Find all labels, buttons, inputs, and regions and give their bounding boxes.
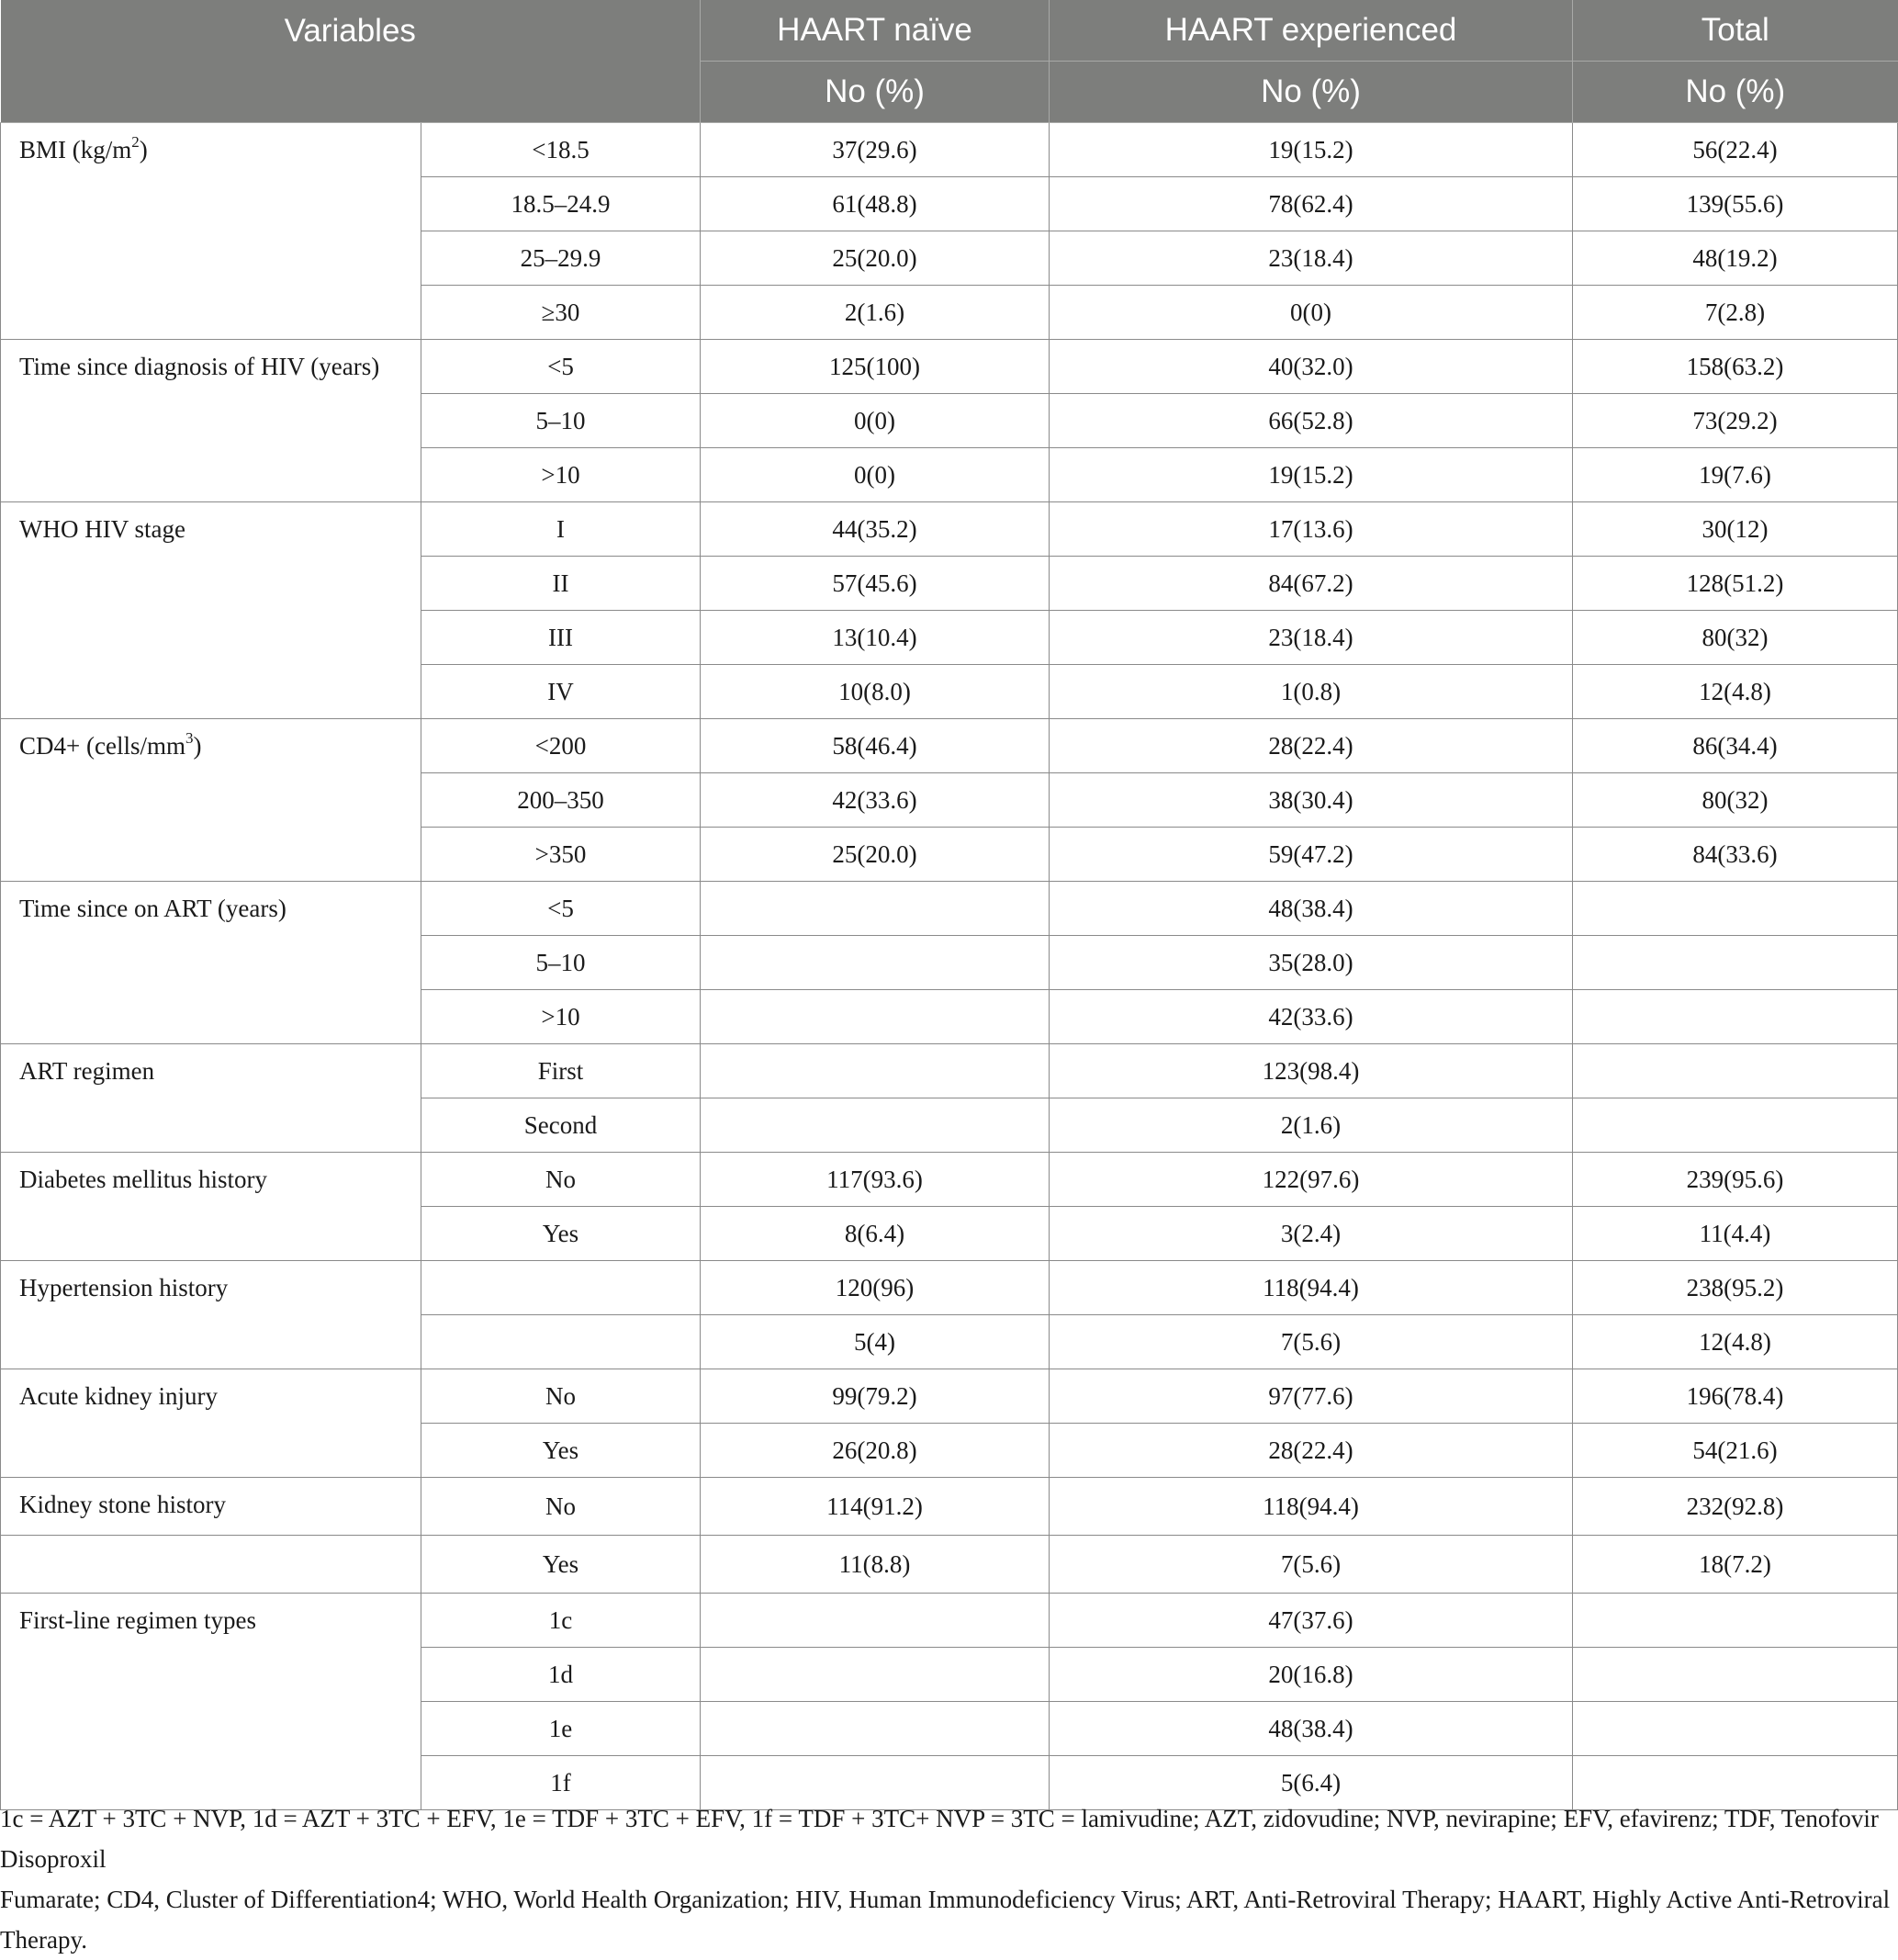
haart-naive-cell: 57(45.6): [701, 557, 1050, 611]
total-cell: 128(51.2): [1573, 557, 1898, 611]
category-cell: III: [421, 611, 701, 665]
table-row: [1, 1261, 1898, 1315]
footnote-line-1: 1c = AZT + 3TC + NVP, 1d = AZT + 3TC + EFV, 1e = TDF + 3TC + EFV, 1f = TDF + 3TC+ NVP = 3TC = lamivudine; AZT, zidovudine; NVP, nevirapine; EFV, efavirenz; TDF, Tenofovir Disoproxil: [0, 1805, 1879, 1873]
total-cell: 86(34.4): [1573, 719, 1898, 773]
table-row: [1, 1594, 1898, 1648]
variable-label: [1, 1536, 421, 1594]
total-cell: 196(78.4): [1573, 1369, 1898, 1424]
category-cell: No: [421, 1153, 701, 1207]
total-cell: [1573, 1098, 1898, 1153]
haart-experienced-cell: 0(0): [1050, 286, 1573, 340]
total-cell: 54(21.6): [1573, 1424, 1898, 1478]
total-cell: 73(29.2): [1573, 394, 1898, 448]
haart-naive-cell: 114(91.2): [701, 1478, 1050, 1536]
total-cell: 239(95.6): [1573, 1153, 1898, 1207]
haart-naive-cell: [701, 882, 1050, 936]
category-cell: 25–29.9: [421, 231, 701, 286]
category-cell: <18.5: [421, 123, 701, 177]
total-cell: 80(32): [1573, 773, 1898, 828]
total-cell: 7(2.8): [1573, 286, 1898, 340]
total-cell: 139(55.6): [1573, 177, 1898, 231]
category-cell: <5: [421, 340, 701, 394]
table-row: [1, 719, 1898, 773]
variable-label: Hypertension history: [1, 1261, 421, 1369]
total-cell: [1573, 1702, 1898, 1756]
category-cell: 1f: [421, 1756, 701, 1810]
haart-naive-cell: [701, 1044, 1050, 1098]
variable-label: Diabetes mellitus history: [1, 1153, 421, 1261]
variable-label: Time since on ART (years): [1, 882, 421, 1044]
total-cell: 232(92.8): [1573, 1478, 1898, 1536]
category-cell: [421, 1261, 701, 1315]
category-cell: ≥30: [421, 286, 701, 340]
total-cell: 80(32): [1573, 611, 1898, 665]
total-cell: [1573, 936, 1898, 990]
subheader-experienced: No (%): [1050, 62, 1573, 123]
header-haart-experienced: HAART experienced: [1050, 0, 1573, 62]
table-row: [1, 340, 1898, 394]
table-row: [1, 1478, 1898, 1536]
haart-experienced-cell: 48(38.4): [1050, 882, 1573, 936]
haart-naive-cell: [701, 1702, 1050, 1756]
total-cell: 56(22.4): [1573, 123, 1898, 177]
total-cell: 30(12): [1573, 502, 1898, 557]
category-cell: No: [421, 1369, 701, 1424]
haart-experienced-cell: 23(18.4): [1050, 231, 1573, 286]
total-cell: [1573, 882, 1898, 936]
haart-naive-cell: 25(20.0): [701, 828, 1050, 882]
haart-naive-cell: 120(96): [701, 1261, 1050, 1315]
haart-naive-cell: 11(8.8): [701, 1536, 1050, 1594]
haart-experienced-cell: 123(98.4): [1050, 1044, 1573, 1098]
haart-naive-cell: 13(10.4): [701, 611, 1050, 665]
haart-experienced-cell: 66(52.8): [1050, 394, 1573, 448]
haart-naive-cell: [701, 1648, 1050, 1702]
table-row: [1, 1044, 1898, 1098]
total-cell: 84(33.6): [1573, 828, 1898, 882]
haart-experienced-cell: 5(6.4): [1050, 1756, 1573, 1810]
footnote-line-2: Fumarate; CD4, Cluster of Differentiation4; WHO, World Health Organization; HIV, Human Immunodeficiency Virus; ART, Anti-Retroviral Therapy; HAART, Highly Active Anti-Retroviral Therapy.: [0, 1886, 1891, 1954]
variable-label: First-line regimen types: [1, 1594, 421, 1810]
category-cell: >350: [421, 828, 701, 882]
category-cell: 1c: [421, 1594, 701, 1648]
table-footnote: [0, 1798, 1898, 1960]
total-cell: [1573, 1594, 1898, 1648]
haart-naive-cell: [701, 1098, 1050, 1153]
haart-naive-cell: 10(8.0): [701, 665, 1050, 719]
category-cell: <200: [421, 719, 701, 773]
variable-label: ART regimen: [1, 1044, 421, 1153]
table-row: [1, 1153, 1898, 1207]
category-cell: >10: [421, 448, 701, 502]
category-cell: 18.5–24.9: [421, 177, 701, 231]
category-cell: [421, 1315, 701, 1369]
haart-naive-cell: 2(1.6): [701, 286, 1050, 340]
haart-experienced-cell: 19(15.2): [1050, 123, 1573, 177]
table-row: [1, 1536, 1898, 1594]
category-cell: >10: [421, 990, 701, 1044]
haart-experienced-cell: 118(94.4): [1050, 1478, 1573, 1536]
haart-naive-cell: 5(4): [701, 1315, 1050, 1369]
haart-experienced-cell: 122(97.6): [1050, 1153, 1573, 1207]
haart-experienced-cell: 3(2.4): [1050, 1207, 1573, 1261]
haart-experienced-cell: 7(5.6): [1050, 1536, 1573, 1594]
category-cell: 1e: [421, 1702, 701, 1756]
haart-naive-cell: [701, 936, 1050, 990]
header-variables: Variables: [1, 0, 701, 123]
variable-label: Kidney stone history: [1, 1478, 421, 1536]
total-cell: [1573, 1648, 1898, 1702]
haart-naive-cell: 117(93.6): [701, 1153, 1050, 1207]
haart-naive-cell: [701, 990, 1050, 1044]
haart-experienced-cell: 20(16.8): [1050, 1648, 1573, 1702]
haart-experienced-cell: 40(32.0): [1050, 340, 1573, 394]
header-total: Total: [1573, 0, 1898, 62]
haart-experienced-cell: 97(77.6): [1050, 1369, 1573, 1424]
category-cell: No: [421, 1478, 701, 1536]
haart-naive-cell: 125(100): [701, 340, 1050, 394]
haart-experienced-cell: 48(38.4): [1050, 1702, 1573, 1756]
haart-naive-cell: 44(35.2): [701, 502, 1050, 557]
subheader-total: No (%): [1573, 62, 1898, 123]
variable-label: WHO HIV stage: [1, 502, 421, 719]
haart-experienced-cell: 2(1.6): [1050, 1098, 1573, 1153]
header-row: [1, 0, 1898, 62]
haart-experienced-cell: 19(15.2): [1050, 448, 1573, 502]
variable-label: Acute kidney injury: [1, 1369, 421, 1478]
variable-label: Time since diagnosis of HIV (years): [1, 340, 421, 502]
table-row: [1, 502, 1898, 557]
haart-naive-cell: 26(20.8): [701, 1424, 1050, 1478]
haart-naive-cell: 42(33.6): [701, 773, 1050, 828]
haart-experienced-cell: 17(13.6): [1050, 502, 1573, 557]
haart-experienced-cell: 23(18.4): [1050, 611, 1573, 665]
category-cell: II: [421, 557, 701, 611]
haart-experienced-cell: 28(22.4): [1050, 1424, 1573, 1478]
total-cell: 158(63.2): [1573, 340, 1898, 394]
table-row: [1, 882, 1898, 936]
total-cell: 12(4.8): [1573, 1315, 1898, 1369]
category-cell: I: [421, 502, 701, 557]
haart-experienced-cell: 38(30.4): [1050, 773, 1573, 828]
total-cell: [1573, 990, 1898, 1044]
haart-naive-cell: 8(6.4): [701, 1207, 1050, 1261]
category-cell: 5–10: [421, 936, 701, 990]
total-cell: 12(4.8): [1573, 665, 1898, 719]
haart-naive-cell: 58(46.4): [701, 719, 1050, 773]
haart-experienced-cell: 28(22.4): [1050, 719, 1573, 773]
category-cell: Second: [421, 1098, 701, 1153]
total-cell: 11(4.4): [1573, 1207, 1898, 1261]
table-row: [1, 123, 1898, 177]
total-cell: 238(95.2): [1573, 1261, 1898, 1315]
haart-experienced-cell: 59(47.2): [1050, 828, 1573, 882]
total-cell: 19(7.6): [1573, 448, 1898, 502]
category-cell: 200–350: [421, 773, 701, 828]
haart-naive-cell: 61(48.8): [701, 177, 1050, 231]
haart-experienced-cell: 78(62.4): [1050, 177, 1573, 231]
variable-label: BMI $(kg/m^2)$: [1, 123, 421, 340]
table-body: [1, 123, 1898, 1810]
haart-naive-cell: 25(20.0): [701, 231, 1050, 286]
category-cell: <5: [421, 882, 701, 936]
haart-naive-cell: 37(29.6): [701, 123, 1050, 177]
category-cell: Yes: [421, 1536, 701, 1594]
haart-experienced-cell: 118(94.4): [1050, 1261, 1573, 1315]
category-cell: Yes: [421, 1207, 701, 1261]
haart-naive-cell: 0(0): [701, 448, 1050, 502]
haart-naive-cell: 99(79.2): [701, 1369, 1050, 1424]
category-cell: 1d: [421, 1648, 701, 1702]
category-cell: Yes: [421, 1424, 701, 1478]
haart-experienced-cell: 1(0.8): [1050, 665, 1573, 719]
subheader-naive: No (%): [701, 62, 1050, 123]
haart-experienced-cell: 84(67.2): [1050, 557, 1573, 611]
header-haart-naive: HAART naïve: [701, 0, 1050, 62]
haart-experienced-cell: 47(37.6): [1050, 1594, 1573, 1648]
total-cell: 18(7.2): [1573, 1536, 1898, 1594]
haart-experienced-cell: 35(28.0): [1050, 936, 1573, 990]
category-cell: First: [421, 1044, 701, 1098]
total-cell: 48(19.2): [1573, 231, 1898, 286]
category-cell: IV: [421, 665, 701, 719]
table-row: [1, 1369, 1898, 1424]
haart-naive-cell: [701, 1594, 1050, 1648]
variable-label: $CD4+ (cells/mm^3)$: [1, 719, 421, 882]
haart-experienced-cell: 42(33.6): [1050, 990, 1573, 1044]
haart-experienced-cell: 7(5.6): [1050, 1315, 1573, 1369]
haart-naive-cell: 0(0): [701, 394, 1050, 448]
category-cell: 5–10: [421, 394, 701, 448]
total-cell: [1573, 1044, 1898, 1098]
